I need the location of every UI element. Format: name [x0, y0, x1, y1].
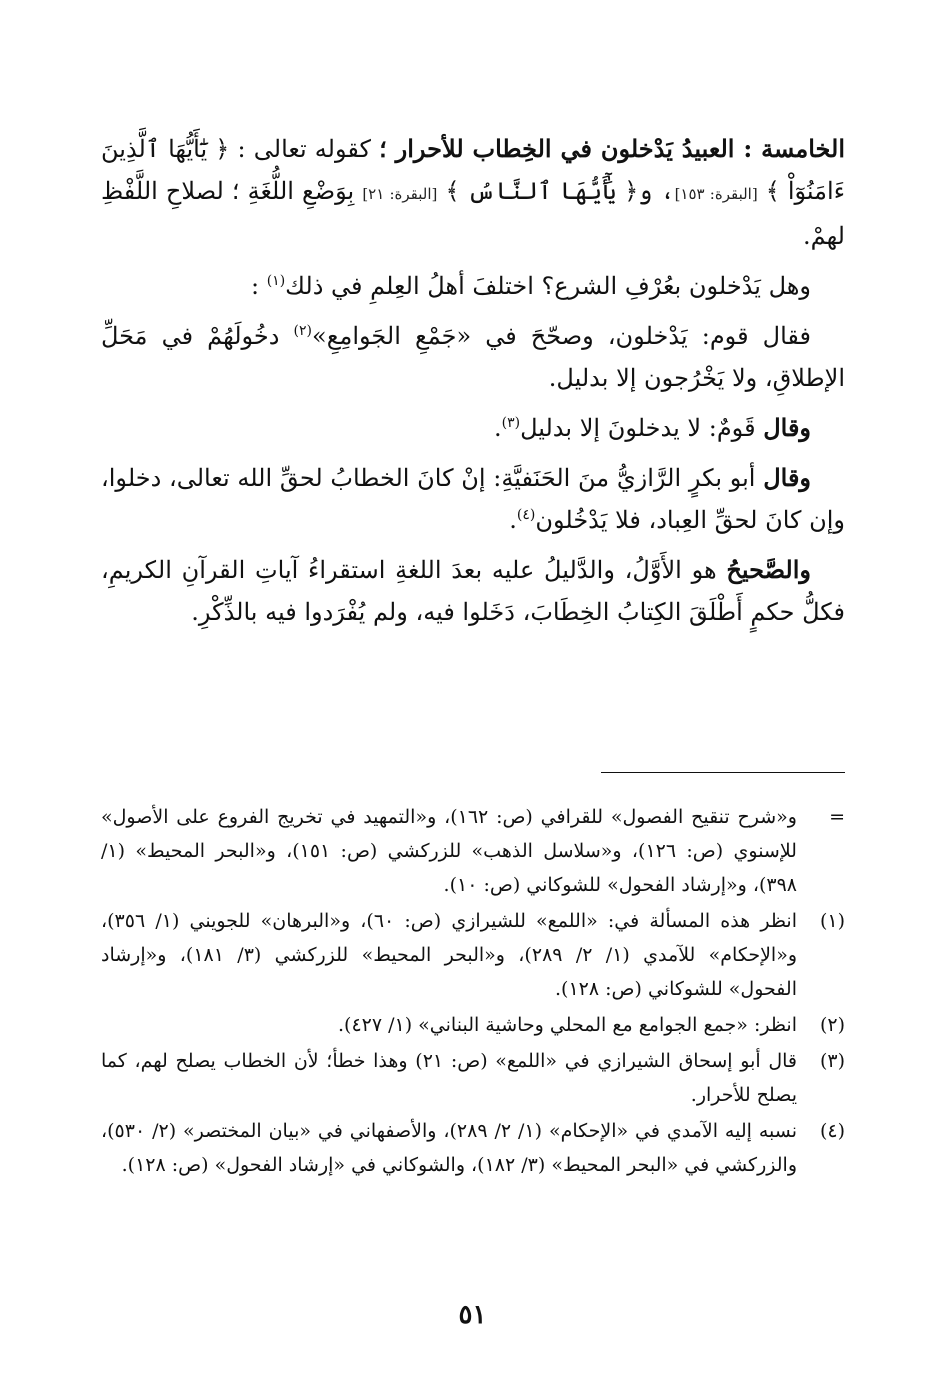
- footnote-marker: (١): [266, 273, 286, 289]
- footnote-4: [101, 1114, 845, 1182]
- footnote-text: و«شرح تنقيح الفصول» للقرافي (ص: ١٦٢)، و«التمهيد في تخريج الفروع على الأصول» للإسنوي (ص: ١٢٦)، و«سلاسل الذهب» للزركشي (ص: ١٥١)، و«البحر المحيط» (١/ ٣٩٨)، و«إرشاد الفحول» للشوكاني (ص: ١٠).: [101, 806, 797, 896]
- footnote-separator: [601, 772, 845, 773]
- paragraph-text: قَومٌ: لا يدخلونَ إلا بدليل: [520, 414, 756, 442]
- footnote-number: (٣): [819, 1050, 845, 1072]
- footnote-marker: (٤): [516, 507, 536, 523]
- footnotes: [101, 800, 845, 1184]
- paragraph-end: .: [493, 414, 502, 442]
- footnote-3: [101, 1044, 845, 1112]
- paragraph-lead: وقال: [763, 413, 811, 442]
- paragraph-text: بِوَضْعِ اللُّغَةِ ؛ لصلاحِ اللَّفْظِ لهمْ.: [101, 177, 845, 250]
- footnote-number: (٢): [819, 1014, 845, 1036]
- paragraph-end: .: [509, 506, 517, 534]
- footnote-text: قال أبو إسحاق الشيرازي في «اللمع» (ص: ٢١) وهذا خطأ؛ لأن الخطاب يصلح لهم، كما يصلح للأحرار.: [101, 1050, 797, 1106]
- footnote-number: (٤): [819, 1120, 845, 1142]
- paragraph-lead: والصَّحيحُ: [726, 555, 811, 584]
- page-number: ٥١: [458, 1300, 487, 1330]
- footnote-text: انظر هذه المسألة في: «اللمع» للشيرازي (ص: ٦٠)، و«البرهان» للجويني (١/ ٣٥٦)، و«الإحكام» للآمدي (١/ ٢/ ٢٨٩)، و«البحر المحيط» للزركشي (٣/ ١٨١)، و«إرشاد الفحول» للشوكاني (ص: ١٢٨).: [101, 910, 797, 1000]
- paragraph-conclusion: [101, 549, 845, 633]
- paragraph-fifth-rule: [101, 128, 845, 257]
- paragraph-text: وهل يَدْخلون بعُرْفِ الشرع؟ اختلفَ أهلُ العِلمِ في ذلك: [285, 272, 811, 300]
- footnote-1: [101, 904, 845, 1006]
- rule-heading: الخامسة : العبيدُ يَدْخلون في الخِطاب للأحرار ؛: [379, 134, 845, 163]
- paragraph-text: أبو بكرٍ الرَّازيُّ منَ الحَنَفيَّةِ: إنْ كانَ الخطابُ لحقِّ الله تعالى، دخلوا، وإن كانَ لحقِّ العِباد، فلا يَدْخُلون: [101, 464, 845, 534]
- footnote-continuation: [101, 800, 845, 902]
- paragraph-end: :: [250, 272, 260, 300]
- footnote-marker: (٣): [501, 415, 521, 431]
- footnote-text: نسبه إليه الآمدي في «الإحكام» (١/ ٢/ ٢٨٩)، والأصفهاني في «بيان المختصر» (٢/ ٥٣٠)، والزركشي في «البحر المحيط» (٣/ ١٨٢)، والشوكاني في «إرشاد الفحول» (ص: ١٢٨).: [101, 1120, 797, 1176]
- paragraph-question: [101, 265, 845, 307]
- footnote-text: انظر: «جمع الجوامع مع المحلي وحاشية البناني» (١/ ٤٢٧).: [337, 1014, 797, 1036]
- footnote-2: [101, 1008, 845, 1042]
- paragraph-text: هو الأَوَّلُ، والدَّليلُ عليه بعدَ اللغةِ استقراءُ آياتِ القرآنِ الكريمِ، فكلُّ حكمٍ أَطْلَقَ الكِتابُ الخِطَابَ، دَخَلوا فيه، ولم يُفْرَدوا فيه بالذِّكْرِ.: [101, 556, 845, 626]
- paragraph-text: فقال قوم: يَدْخلون، وصحّحَ في «جَمْعِ الجَوامِعِ»: [312, 322, 811, 350]
- paragraph-first-opinion: [101, 315, 845, 399]
- footnote-marker: (٢): [293, 323, 313, 339]
- paragraph-second-opinion: [101, 407, 845, 449]
- footnote-number: =: [829, 806, 845, 828]
- paragraph-lead: وقال: [763, 463, 811, 492]
- footnote-number: (١): [819, 910, 845, 932]
- verse-reference-1: [البقرة: ١٥٣]: [674, 185, 758, 203]
- paragraph-third-opinion: [101, 457, 845, 541]
- main-text: [101, 128, 845, 641]
- verse-reference-2: [البقرة: ٢١]: [362, 185, 438, 203]
- quran-verse-2: ، و﴿ يَٰٓأَيُّهَا ٱلنَّاسُ ﴾: [445, 177, 675, 205]
- paragraph-text: دخُولَهُمْ في مَحَلِّ الإطلاقِ، ولا يَخْرُجون إلا بدليل.: [101, 322, 845, 392]
- quran-verse-1: كقوله تعالى : ﴿ يَٰٓأَيُّهَا ٱلَّذِينَ ءَامَنُوٓاْ ﴾: [101, 135, 845, 205]
